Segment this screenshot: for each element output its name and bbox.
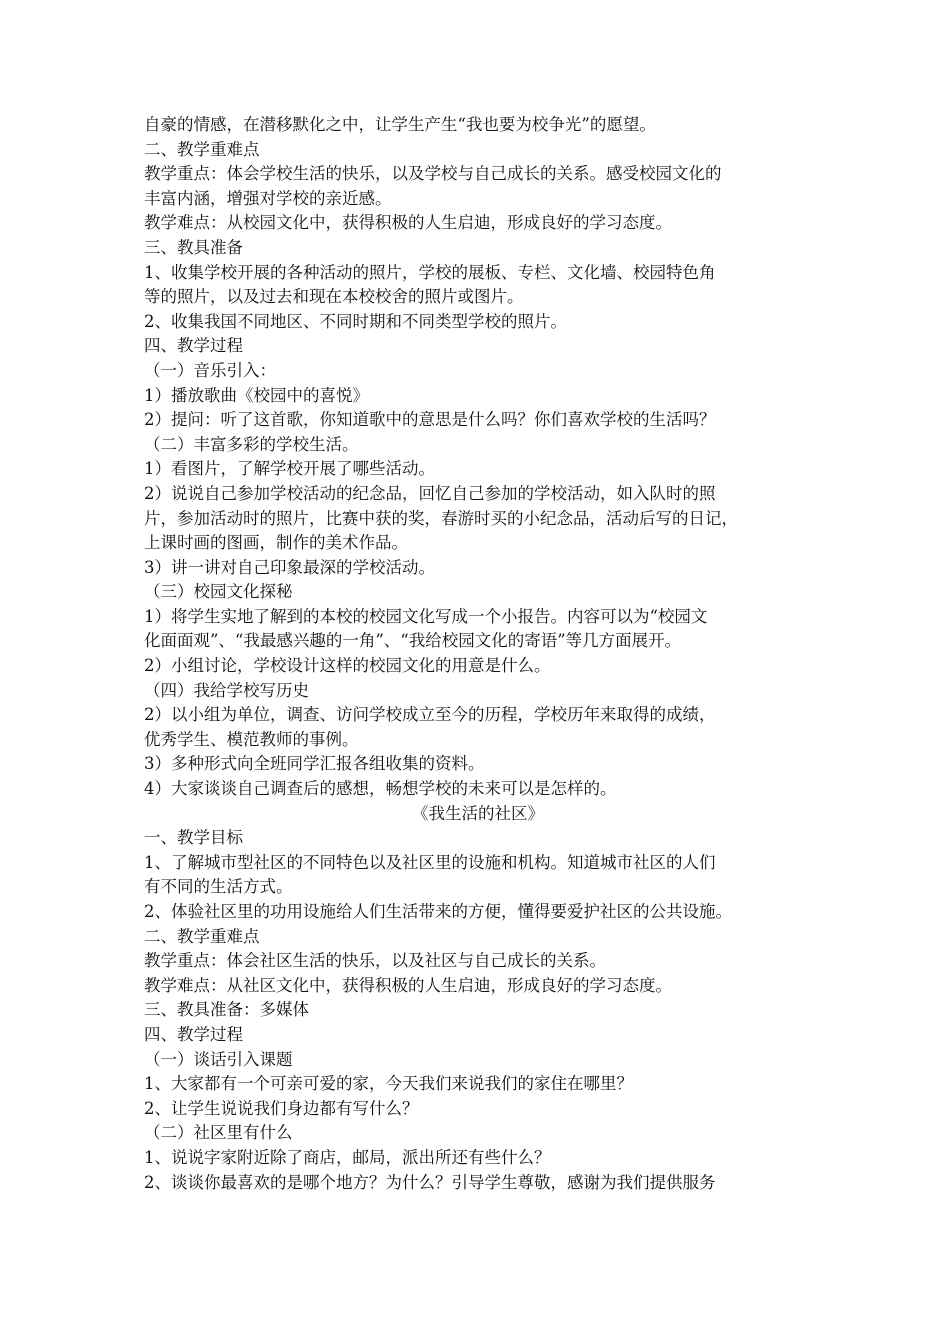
section-heading: 四、教学过程 (144, 336, 243, 356)
text-line: 4）大家谈谈自己调查后的感想，畅想学校的未来可以是怎样的。 (144, 779, 617, 799)
section-heading: 二、教学重难点 (144, 926, 260, 946)
text-line: 2）小组讨论，学校设计这样的校园文化的用意是什么。 (144, 656, 551, 676)
text-line: 2、体验社区里的功用设施给人们生活带来的方便，懂得要爱护社区的公共设施。 (144, 902, 732, 921)
text-line: 1、了解城市型社区的不同特色以及社区里的设施和机构。知道城市社区的人们 (144, 852, 716, 872)
text-line: 教学重点：体会社区生活的快乐，以及社区与自己成长的关系。 (144, 951, 606, 971)
text-line: 1）看图片，了解学校开展了哪些活动。 (144, 459, 435, 479)
text-line: 2）说说自己参加学校活动的纪念品，回忆自己参加的学校活动，如入队时的照 (144, 483, 716, 503)
text-line: 2、收集我国不同地区、不同时期和不同类型学校的照片。 (144, 311, 567, 331)
text-line: 2、谈谈你最喜欢的是哪个地方？为什么？引导学生尊敬，感谢为我们提供服务 (144, 1172, 716, 1192)
text-line: 有不同的生活方式。 (144, 877, 293, 897)
section-heading: 四、教学过程 (144, 1024, 243, 1044)
text-line: 等的照片，以及过去和现在本校校舍的照片或图片。 (144, 287, 524, 307)
subsection-heading: （四）我给学校写历史 (144, 680, 309, 700)
text-line: 自豪的情感，在潜移默化之中，让学生产生“我也要为校争光”的愿望。 (144, 115, 656, 134)
text-line: 2、让学生说说我们身边都有写什么？ (144, 1098, 419, 1118)
document-page (144, 113, 812, 1195)
section-heading: 三、教具准备：多媒体 (144, 1000, 309, 1020)
text-line: 1、大家都有一个可亲可爱的家，今天我们来说我们的家住在哪里？ (144, 1074, 633, 1094)
text-line: 教学重点：体会学校生活的快乐，以及学校与自己成长的关系。感受校园文化的 (144, 164, 722, 184)
text-line: 1）播放歌曲《校园中的喜悦》 (144, 385, 369, 405)
text-line: 3）讲一讲对自己印象最深的学校活动。 (144, 557, 435, 577)
lesson-title: 《我生活的社区》 (412, 803, 544, 823)
text-line: 优秀学生、模范教师的事例。 (144, 729, 359, 749)
text-line: 上课时画的图画，制作的美术作品。 (144, 533, 408, 553)
subsection-heading: （一）音乐引入： (144, 360, 276, 380)
section-heading: 一、教学目标 (144, 828, 243, 848)
section-heading: 二、教学重难点 (144, 139, 260, 159)
subsection-heading: （二）丰富多彩的学校生活。 (144, 434, 359, 454)
subsection-heading: （三）校园文化探秘 (144, 582, 293, 602)
text-line: 3）多种形式向全班同学汇报各组收集的资料。 (144, 754, 485, 774)
subsection-heading: （一）谈话引入课题 (144, 1049, 293, 1069)
text-line: 化面面观”、“我最感兴趣的一角”、“我给校园文化的寄语”等几方面展开。 (144, 631, 682, 651)
text-line: 1、说说字家附近除了商店，邮局，派出所还有些什么？ (144, 1147, 551, 1167)
text-line: 1、收集学校开展的各种活动的照片，学校的展板、专栏、文化墙、校园特色角 (144, 262, 716, 282)
text-line: 2）提问：听了这首歌，你知道歌中的意思是什么吗？你们喜欢学校的生活吗？ (144, 410, 716, 430)
text-line: 1）将学生实地了解到的本校的校园文化写成一个小报告。内容可以为“校园文 (144, 606, 708, 626)
text-line: 片，参加活动时的照片，比赛中获的奖，春游时买的小纪念品，活动后写的日记， (144, 508, 738, 528)
text-line: 2）以小组为单位，调查、访问学校成立至今的历程，学校历年来取得的成绩， (144, 705, 716, 725)
text-line: 教学难点：从社区文化中，获得积极的人生启迪，形成良好的学习态度。 (144, 975, 672, 995)
section-heading: 三、教具准备 (144, 237, 243, 257)
text-line: 教学难点：从校园文化中，获得积极的人生启迪，形成良好的学习态度。 (144, 213, 672, 233)
text-line: 丰富内涵，增强对学校的亲近感。 (144, 188, 392, 208)
subsection-heading: （二）社区里有什么 (144, 1123, 293, 1143)
